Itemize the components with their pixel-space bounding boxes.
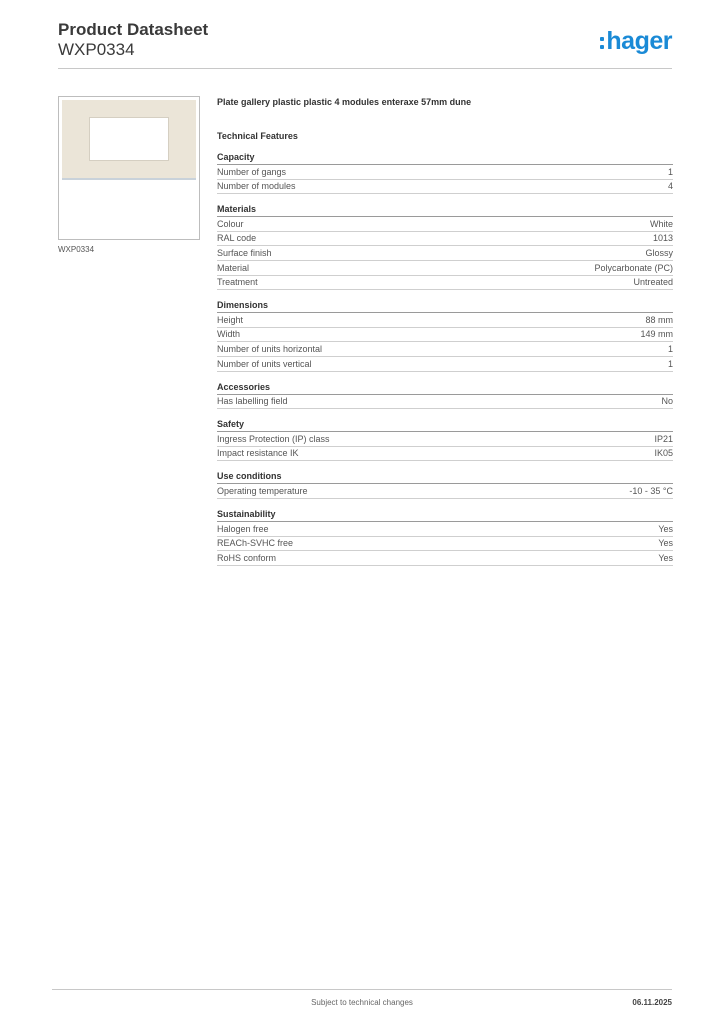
spec-label: Number of units vertical (217, 358, 312, 369)
logo-dots-icon (600, 37, 604, 49)
product-code: WXP0334 (58, 40, 135, 59)
spec-row (217, 484, 673, 499)
spec-row (217, 522, 673, 537)
section-dimensions (217, 299, 673, 371)
spec-value: IK05 (654, 448, 673, 459)
spec-label: Treatment (217, 277, 258, 288)
footer-note: Subject to technical changes (311, 998, 413, 1007)
spec-label: Number of modules (217, 181, 296, 192)
spec-label: Ingress Protection (IP) class (217, 433, 330, 444)
spec-label: Impact resistance IK (217, 448, 299, 459)
section-accessories (217, 381, 673, 410)
spec-value: White (649, 218, 673, 229)
spec-value: Untreated (633, 277, 673, 288)
spec-value: 1 (667, 358, 673, 369)
logo-text: hager (606, 27, 672, 55)
spec-value: Yes (658, 552, 673, 563)
spec-value: 1 (667, 166, 673, 177)
spec-row (217, 276, 673, 291)
spec-row (217, 217, 673, 232)
spec-value: No (661, 396, 673, 407)
spec-row (217, 447, 673, 462)
spec-value: -10 - 35 °C (629, 485, 673, 496)
section-title: Dimensions (217, 299, 673, 313)
spec-row (217, 180, 673, 195)
document-header (58, 20, 208, 60)
spec-row (217, 165, 673, 180)
spec-row (217, 313, 673, 328)
section-title: Materials (217, 203, 673, 217)
spec-label: Has labelling field (217, 396, 288, 407)
page-title: Product Datasheet (58, 20, 209, 39)
spec-label: Height (217, 314, 244, 325)
technical-features-heading: Technical Features (217, 131, 298, 141)
section-title: Sustainability (217, 508, 673, 522)
spec-label: REACh-SVHC free (217, 538, 294, 549)
spec-label: Number of units horizontal (217, 343, 323, 354)
spec-value: IP21 (654, 433, 673, 444)
section-title: Capacity (217, 151, 673, 165)
spec-row (217, 551, 673, 566)
image-caption: WXP0334 (58, 245, 95, 254)
spec-row (217, 232, 673, 247)
hager-logo (600, 28, 672, 54)
spec-label: Halogen free (217, 523, 269, 534)
spec-value: 1 (667, 343, 673, 354)
footer-divider (52, 989, 672, 990)
spec-row (217, 261, 673, 276)
section-title: Safety (217, 418, 673, 432)
section-capacity (217, 151, 673, 194)
spec-label: RAL code (217, 233, 257, 244)
spec-value: 1013 (652, 233, 673, 244)
spec-row (217, 395, 673, 410)
spec-label: Width (217, 329, 241, 340)
spec-label: Surface finish (217, 247, 272, 258)
header-divider (58, 68, 672, 69)
footer-date: 06.11.2025 (632, 998, 672, 1007)
spec-value: Yes (658, 523, 673, 534)
section-sustainability (217, 508, 673, 566)
spec-label: Material (217, 262, 250, 273)
spec-value: Polycarbonate (PC) (594, 262, 673, 273)
spec-row (217, 246, 673, 261)
section-use-conditions (217, 470, 673, 499)
datasheet-content (217, 96, 673, 566)
spec-row (217, 342, 673, 357)
spec-value: Yes (658, 538, 673, 549)
spec-label: Operating temperature (217, 485, 308, 496)
spec-value: 88 mm (645, 314, 673, 325)
spec-row (217, 537, 673, 552)
product-image (58, 96, 200, 240)
spec-row (217, 328, 673, 343)
spec-row (217, 432, 673, 447)
feature-sections (217, 151, 673, 566)
spec-label: Number of gangs (217, 166, 287, 177)
section-materials (217, 203, 673, 290)
product-description: Plate gallery plastic plastic 4 modules enteraxe 57mm dune (217, 97, 472, 107)
spec-value: 4 (667, 181, 673, 192)
spec-row (217, 357, 673, 372)
spec-value: 149 mm (640, 329, 673, 340)
section-safety (217, 418, 673, 461)
spec-label: Colour (217, 218, 244, 229)
section-title: Use conditions (217, 470, 673, 484)
plate-illustration (62, 100, 196, 180)
section-title: Accessories (217, 381, 673, 395)
spec-value: Glossy (645, 247, 673, 258)
plate-window (89, 117, 169, 161)
spec-label: RoHS conform (217, 552, 277, 563)
